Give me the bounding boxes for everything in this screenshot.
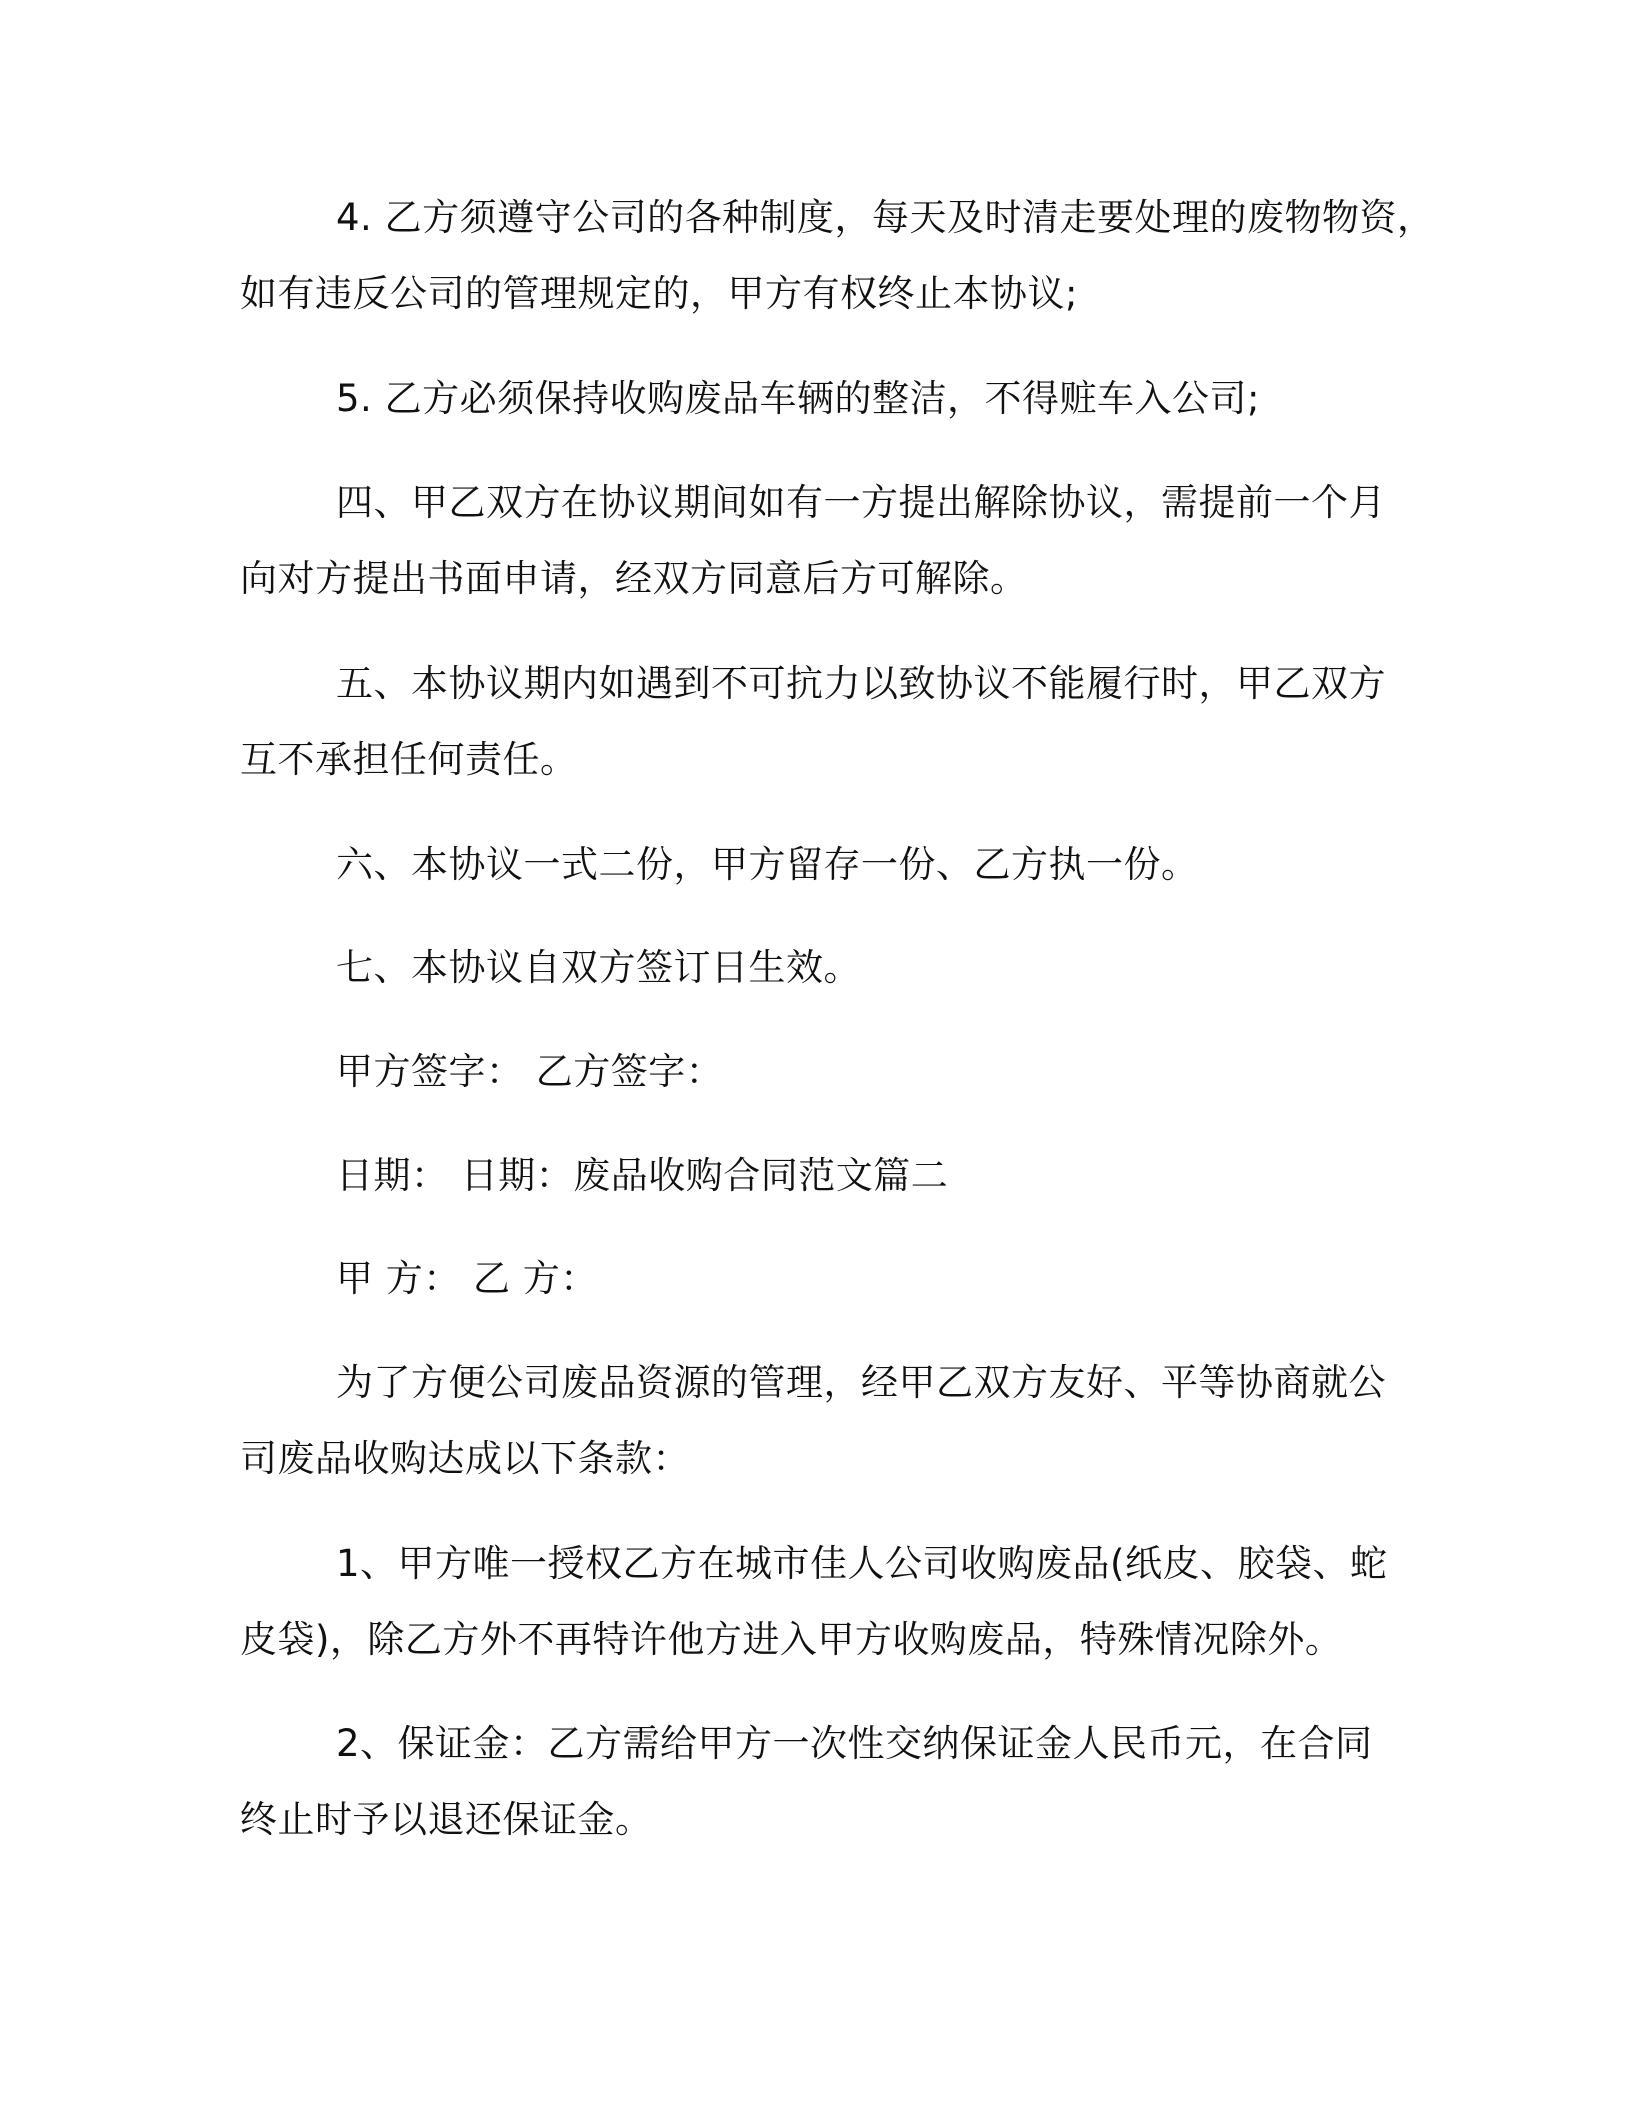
text-line: 为了方便公司废品资源的管理，经甲乙双方友好、平等协商就公 xyxy=(336,1361,1386,1404)
text-line: 1、甲方唯一授权乙方在城市佳人公司收购废品(纸皮、胶袋、蛇 xyxy=(336,1542,1388,1585)
parties-line xyxy=(240,1241,1400,1317)
text-line: 甲方签字： 乙方签字： xyxy=(336,1050,724,1093)
text-line: 2、保证金：乙方需给甲方一次性交纳保证金人民币元，在合同 xyxy=(336,1722,1373,1765)
text-line: 六、本协议一式二份，甲方留存一份、乙方执一份。 xyxy=(336,843,1199,886)
text-line: 5. 乙方必须保持收购废品车辆的整洁，不得赃车入公司; xyxy=(336,377,1261,420)
text-line: 五、本协议期内如遇到不可抗力以致协议不能履行时，甲乙双方 xyxy=(336,662,1386,705)
text-line: 互不承担任何责任。 xyxy=(240,738,578,781)
text-line: 甲 方： 乙 方： xyxy=(336,1257,598,1300)
signature-line xyxy=(240,1034,1400,1110)
text-line: 皮袋)，除乙方外不再特许他方进入甲方收购废品，特殊情况除外。 xyxy=(240,1618,1343,1661)
paragraph-clause-1 xyxy=(240,1526,1400,1678)
text-line: 四、甲乙双方在协议期间如有一方提出解除协议，需提前一个月 xyxy=(336,481,1386,524)
text-line: 4. 乙方须遵守公司的各种制度，每天及时清走要处理的废物物资， xyxy=(336,196,1435,239)
text-line: 七、本协议自双方签订日生效。 xyxy=(336,946,861,989)
paragraph-preamble xyxy=(240,1345,1400,1497)
text-line: 日期： 日期：废品收购合同范文篇二 xyxy=(336,1154,949,1197)
paragraph-clause-4 xyxy=(240,180,1435,332)
paragraph-clause-2 xyxy=(240,1706,1400,1858)
text-line: 如有违反公司的管理规定的，甲方有权终止本协议; xyxy=(240,272,1078,315)
paragraph-clause-5 xyxy=(240,361,1400,437)
paragraph-section-seven xyxy=(240,930,1400,1006)
text-line: 向对方提出书面申请，经双方同意后方可解除。 xyxy=(240,557,1028,600)
date-and-heading-line xyxy=(240,1138,1400,1214)
paragraph-section-six xyxy=(240,827,1400,903)
text-line: 终止时予以退还保证金。 xyxy=(240,1798,653,1841)
text-line: 司废品收购达成以下条款： xyxy=(240,1437,690,1480)
paragraph-section-five xyxy=(240,646,1400,798)
paragraph-section-four xyxy=(240,465,1400,617)
